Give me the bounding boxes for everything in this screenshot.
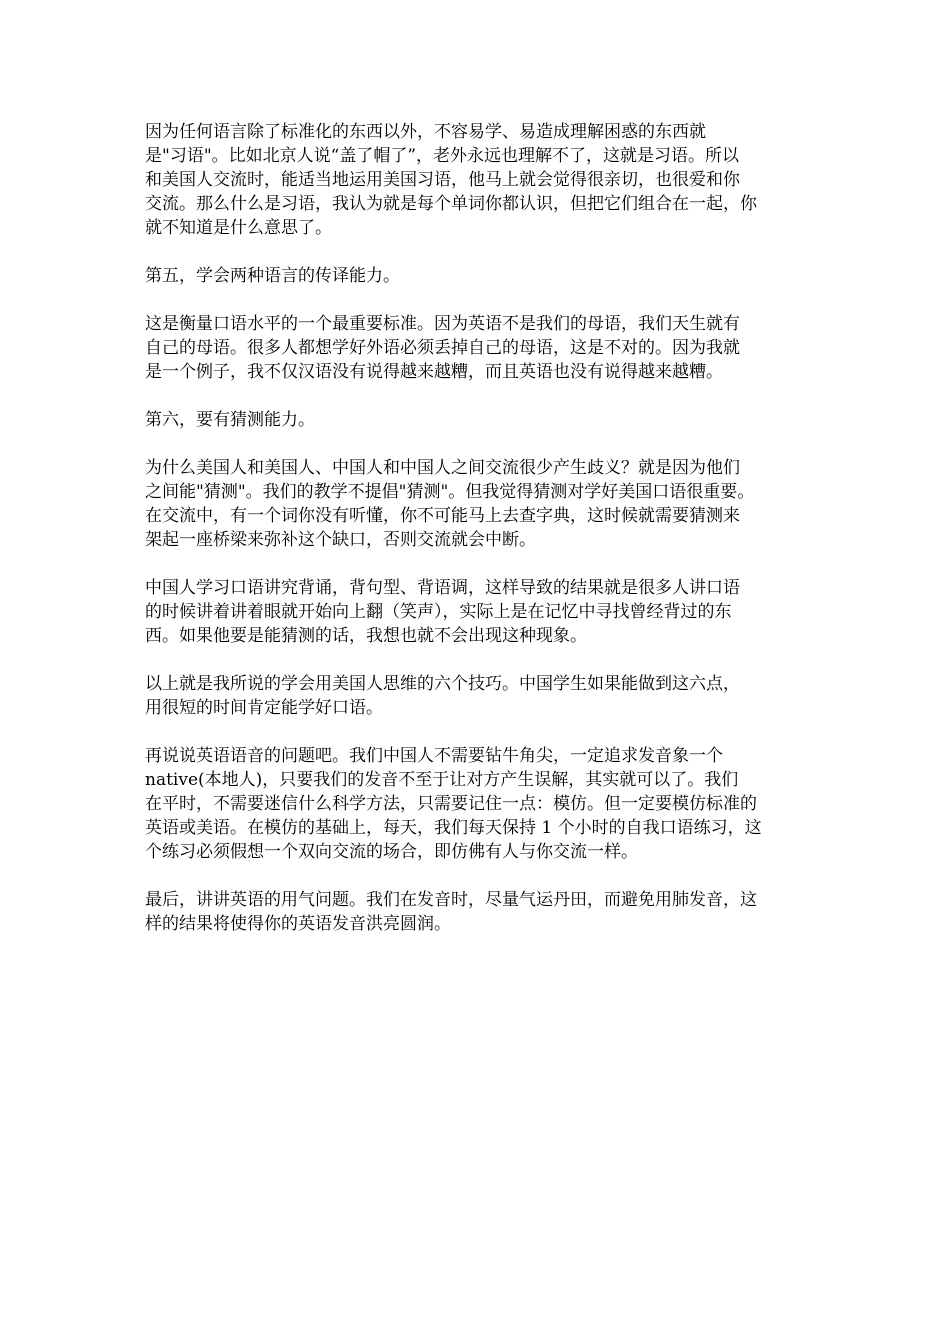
section-heading-six — [145, 408, 825, 432]
paragraph-pronunciation — [145, 744, 825, 864]
text-line: 为什么美国人和美国人、中国人和中国人之间交流很少产生歧义？就是因为他们 — [145, 458, 740, 478]
text-line: 架起一座桥梁来弥补这个缺口，否则交流就会中断。 — [145, 530, 536, 550]
paragraph-breathing — [145, 888, 825, 936]
heading-line: 第五，学会两种语言的传译能力。 — [145, 266, 400, 286]
paragraph-translation — [145, 312, 825, 384]
paragraph-idioms — [145, 120, 825, 240]
text-line: 中国人学习口语讲究背诵，背句型、背语调，这样导致的结果就是很多人讲口语 — [145, 578, 740, 598]
text-line: 交流。那么什么是习语，我认为就是每个单词你都认识，但把它们组合在一起，你 — [145, 194, 757, 214]
text-line: 和美国人交流时，能适当地运用美国习语，他马上就会觉得很亲切，也很爱和你 — [145, 170, 740, 190]
text-line: 在平时，不需要迷信什么科学方法，只需要记住一点：模仿。但一定要模仿标准的 — [145, 794, 757, 814]
text-line: 的时候讲着讲着眼就开始向上翻（笑声），实际上是在记忆中寻找曾经背过的东 — [145, 602, 732, 622]
heading-line: 第六，要有猜测能力。 — [145, 410, 315, 430]
text-line: native(本地人)，只要我们的发音不至于让对方产生误解，其实就可以了。我们 — [145, 770, 739, 790]
text-line: 是"习语"。比如北京人说“盖了帽了”，老外永远也理解不了，这就是习语。所以 — [145, 146, 740, 166]
text-line: 样的结果将使得你的英语发音洪亮圆润。 — [145, 914, 451, 934]
text-line: 以上就是我所说的学会用美国人思维的六个技巧。中国学生如果能做到这六点， — [145, 674, 740, 694]
text-line: 在交流中，有一个词你没有听懂，你不可能马上去查字典，这时候就需要猜测来 — [145, 506, 740, 526]
paragraph-recitation — [145, 576, 825, 648]
paragraph-guessing — [145, 456, 825, 552]
text-line: 最后，讲讲英语的用气问题。我们在发音时，尽量气运丹田，而避免用肺发音，这 — [145, 890, 757, 910]
text-line: 再说说英语语音的问题吧。我们中国人不需要钻牛角尖，一定追求发音象一个 — [145, 746, 723, 766]
paragraph-summary — [145, 672, 825, 720]
text-line: 是一个例子，我不仅汉语没有说得越来越糟，而且英语也没有说得越来越糟。 — [145, 362, 723, 382]
text-line: 这是衡量口语水平的一个最重要标准。因为英语不是我们的母语，我们天生就有 — [145, 314, 740, 334]
text-line: 因为任何语言除了标准化的东西以外，不容易学、易造成理解困惑的东西就 — [145, 122, 706, 142]
text-line: 英语或美语。在模仿的基础上，每天，我们每天保持 1 个小时的自我口语练习，这 — [145, 818, 762, 838]
text-line: 用很短的时间肯定能学好口语。 — [145, 698, 383, 718]
text-line: 之间能"猜测"。我们的教学不提倡"猜测"。但我觉得猜测对学好美国口语很重要。 — [145, 482, 755, 502]
document-page — [145, 120, 825, 960]
section-heading-five — [145, 264, 825, 288]
text-line: 就不知道是什么意思了。 — [145, 218, 332, 238]
text-line: 自己的母语。很多人都想学好外语必须丢掉自己的母语，这是不对的。因为我就 — [145, 338, 740, 358]
text-line: 个练习必须假想一个双向交流的场合，即仿佛有人与你交流一样。 — [145, 842, 638, 862]
text-line: 西。如果他要是能猜测的话，我想也就不会出现这种现象。 — [145, 626, 587, 646]
